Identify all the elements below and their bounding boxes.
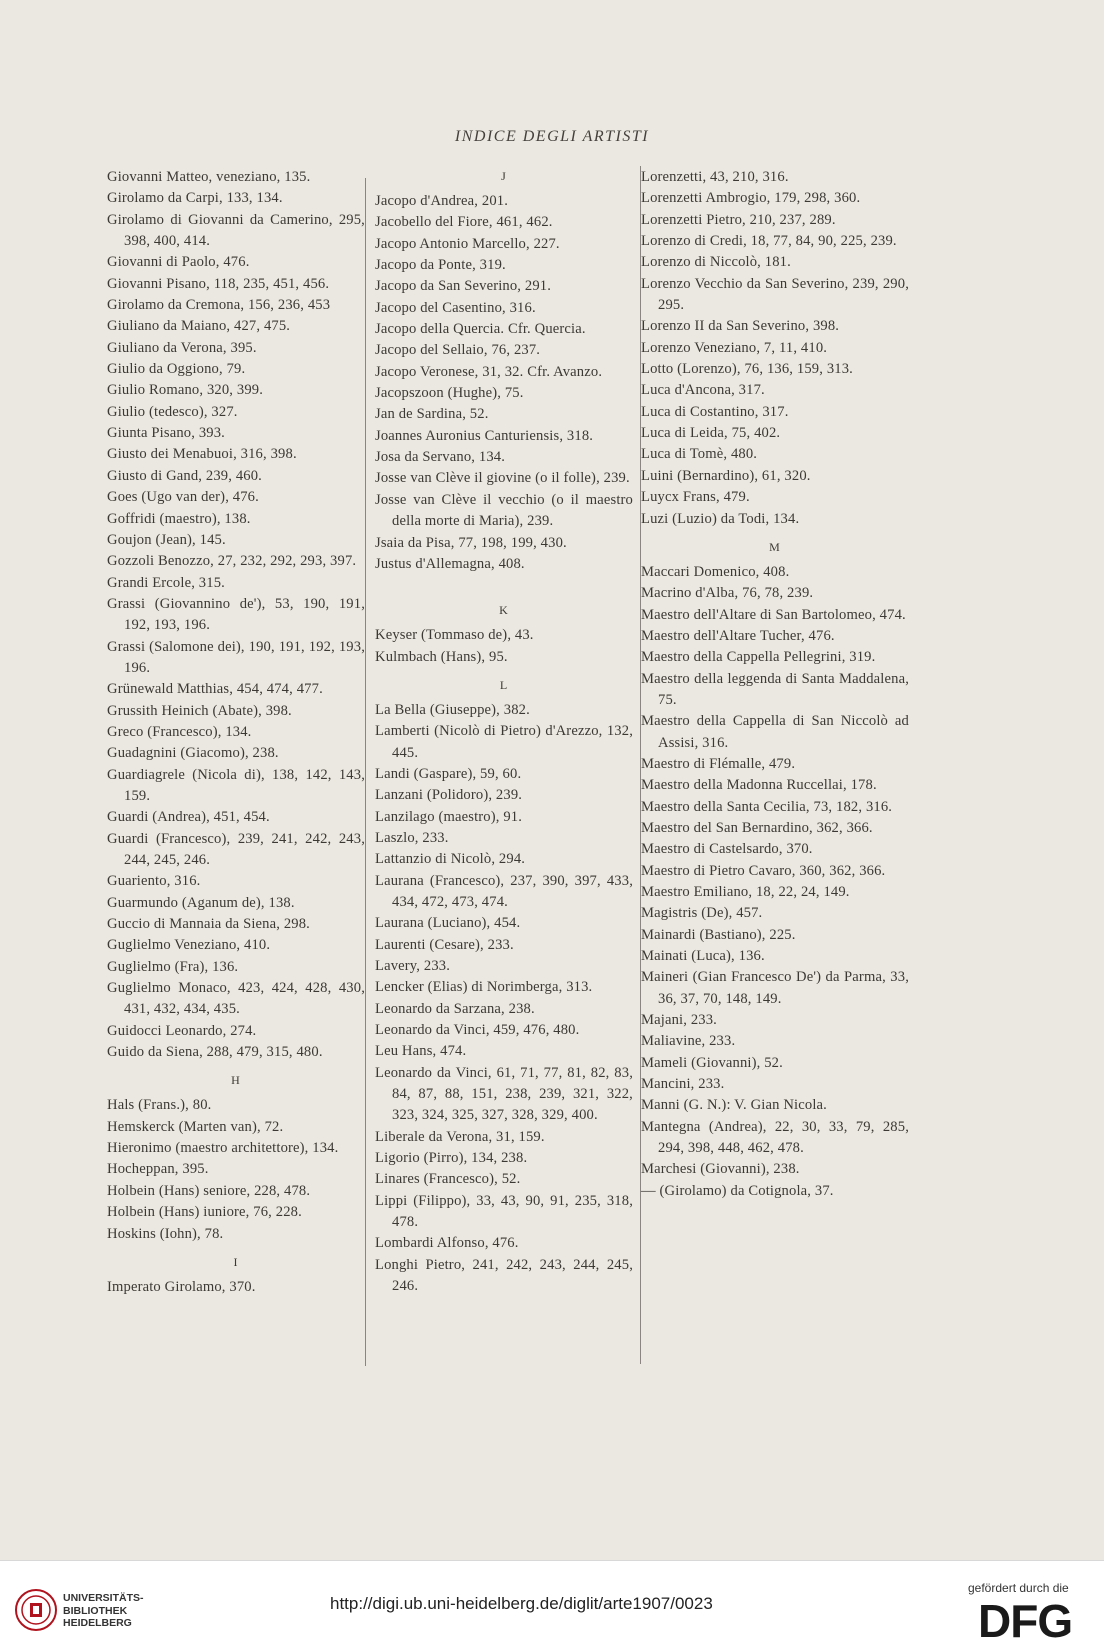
index-entry: Mantegna (Andrea), 22, 30, 33, 79, 285, 294, 398, 448, 462, 478. (641, 1118, 909, 1157)
index-entry: Lorenzo di Niccolò, 181. (641, 254, 791, 271)
index-entry: Keyser (Tommaso de), 43. (375, 627, 534, 644)
index-entry: Leonardo da Vinci, 61, 71, 77, 81, 82, 83, 84, 87, 88, 151, 238, 239, 321, 322, 323, 324, 325, 327, 328, 329, 400. (375, 1064, 633, 1124)
index-entry: Laurenti (Cesare), 233. (375, 936, 514, 953)
index-entry: Jsaia da Pisa, 77, 198, 199, 430. (375, 534, 567, 551)
index-entry: Luca di Leida, 75, 402. (641, 425, 781, 442)
index-entry: Gozzoli Benozzo, 27, 232, 292, 293, 397. (107, 553, 357, 570)
index-entry: Grandi Ercole, 315. (107, 574, 225, 591)
index-entry: Jacopo d'Andrea, 201. (375, 193, 509, 209)
index-entry: Jacopo Veronese, 31, 32. Cfr. Avanzo. (375, 363, 603, 380)
index-entry: Joannes Auronius Canturiensis, 318. (375, 427, 594, 444)
index-entry: Grussith Heinich (Abate), 398. (107, 702, 292, 719)
index-entry: Jacopo del Sellaio, 76, 237. (375, 342, 541, 359)
index-entry: Lorenzetti Ambrogio, 179, 298, 360. (641, 190, 861, 207)
index-entry: Majani, 233. (641, 1012, 717, 1029)
index-entry: Giovanni Matteo, veneziano, 135. (107, 169, 311, 185)
index-entry: Goes (Ugo van der), 476. (107, 489, 259, 506)
index-entry: Lorenzo Veneziano, 7, 11, 410. (641, 339, 828, 356)
index-column-2 (375, 167, 633, 1298)
index-entry: Jacopo della Quercia. Cfr. Quercia. (375, 321, 586, 338)
index-entry: Giovanni di Paolo, 476. (107, 254, 250, 271)
index-entry: Lippi (Filippo), 33, 43, 90, 91, 235, 318, 478. (375, 1192, 633, 1231)
index-entry: Josa da Servano, 134. (375, 449, 506, 466)
index-entry: Maestro della leggenda di Santa Maddalena, 75. (641, 670, 909, 708)
index-entry: Grassi (Salomone dei), 190, 191, 192, 193, 196. (107, 638, 365, 676)
index-entry: Guglielmo (Fra), 136. (107, 958, 239, 975)
index-entry: Maestro dell'Altare Tucher, 476. (641, 627, 835, 644)
index-entry: Lavery, 233. (375, 958, 451, 974)
index-entry: Guglielmo Monaco, 423, 424, 428, 430, 431, 432, 434, 435. (107, 980, 365, 1018)
index-entry: Lombardi Alfonso, 476. (375, 1235, 519, 1252)
index-entry: Josse van Clève il vecchio (o il maestro della morte di Maria), 239. (375, 491, 633, 530)
index-entry: La Bella (Giuseppe), 382. (375, 701, 530, 718)
index-entry: Imperato Girolamo, 370. (107, 1278, 256, 1295)
index-entry: Maliavine, 233. (641, 1033, 736, 1050)
index-entry: Giovanni Pisano, 118, 235, 451, 456. (107, 275, 330, 292)
index-entry: Maestro della Madonna Ruccellai, 178. (641, 777, 877, 794)
index-entry: Luca di Costantino, 317. (641, 403, 789, 420)
index-entry: Guardiagrele (Nicola di), 138, 142, 143, 159. (107, 766, 365, 804)
index-entry: Guidocci Leonardo, 274. (107, 1022, 257, 1039)
permalink-url[interactable]: http://digi.ub.uni-heidelberg.de/diglit/arte1907/0023 (330, 1594, 713, 1613)
index-entry: Guido da Siena, 288, 479, 315, 480. (107, 1044, 323, 1061)
index-entry: Lotto (Lorenzo), 76, 136, 159, 313. (641, 361, 853, 378)
index-entry: Girolamo da Carpi, 133, 134. (107, 190, 283, 207)
index-entry: Lamberti (Nicolò di Pietro) d'Arezzo, 132, 445. (375, 723, 633, 761)
index-entry: Giulio da Oggiono, 79. (107, 361, 246, 378)
index-entry: Maestro di Pietro Cavaro, 360, 362, 366. (641, 862, 886, 879)
index-entry: Guadagnini (Giacomo), 238. (107, 745, 279, 762)
index-entry: Hocheppan, 395. (107, 1161, 209, 1178)
index-column-1 (107, 167, 365, 1298)
index-entry: Marchesi (Giovanni), 238. (641, 1161, 800, 1178)
index-entry: Justus d'Allemagna, 408. (375, 555, 525, 572)
index-entry: Hals (Frans.), 80. (107, 1097, 212, 1114)
index-entry: Hoskins (Iohn), 78. (107, 1225, 224, 1242)
index-entry: Goujon (Jean), 145. (107, 531, 226, 548)
index-entry: Guariento, 316. (107, 873, 201, 890)
index-entry: Manni (G. N.): V. Gian Nicola. (641, 1097, 827, 1114)
index-entry: Luini (Bernardino), 61, 320. (641, 467, 811, 484)
letter-heading: L (499, 677, 509, 692)
letter-heading: H (231, 1073, 241, 1088)
index-column-3 (641, 167, 909, 1202)
index-entry: Giusto di Gand, 239, 460. (107, 467, 262, 484)
index-entry: Luzi (Luzio) da Todi, 134. (641, 510, 800, 527)
index-entry: Greco (Francesco), 134. (107, 723, 252, 740)
index-entry: Leonardo da Sarzana, 238. (375, 1000, 535, 1017)
index-entry: Maestro dell'Altare di San Bartolomeo, 474. (641, 606, 906, 623)
index-entry: Lorenzo II da San Severino, 398. (641, 318, 840, 335)
index-entry: Jan de Sardina, 52. (375, 406, 489, 423)
library-name: UNIVERSITÄTS- BIBLIOTHEK HEIDELBERG (63, 1592, 144, 1629)
index-entry: Hemskerck (Marten van), 72. (107, 1118, 284, 1135)
index-entry: Girolamo di Giovanni da Camerino, 295, 398, 400, 414. (107, 211, 365, 250)
index-entry: Maineri (Gian Francesco De') da Parma, 33, 36, 37, 70, 148, 149. (641, 969, 909, 1007)
index-entry: Ligorio (Pirro), 134, 238. (375, 1150, 528, 1167)
index-entry: Giulio (tedesco), 327. (107, 403, 238, 420)
index-entry: Maestro della Cappella Pellegrini, 319. (641, 649, 876, 666)
index-entry: Giulio Romano, 320, 399. (107, 382, 264, 399)
index-entry: Liberale da Verona, 31, 159. (375, 1128, 545, 1145)
index-entry: Lorenzo di Credi, 18, 77, 84, 90, 225, 239. (641, 233, 897, 250)
index-entry: Guardi (Francesco), 239, 241, 242, 243, 244, 245, 246. (107, 830, 365, 868)
index-entry: Maestro Emiliano, 18, 22, 24, 149. (641, 884, 850, 900)
index-entry: Lattanzio di Nicolò, 294. (375, 851, 526, 868)
index-entry: Lorenzo Vecchio da San Severino, 239, 290, 295. (641, 275, 909, 314)
index-entry: Josse van Clève il giovine (o il folle), 239. (375, 470, 630, 487)
index-entry: Luca di Tomè, 480. (641, 446, 758, 463)
index-entry: Mainati (Luca), 136. (641, 948, 765, 965)
index-entry: Lanzani (Polidoro), 239. (375, 787, 523, 804)
index-entry: Kulmbach (Hans), 95. (375, 648, 508, 665)
index-entry: Guarmundo (Aganum de), 138. (107, 894, 295, 911)
index-entry: Giuliano da Verona, 395. (107, 339, 257, 356)
index-entry: Maestro di Flémalle, 479. (641, 755, 796, 772)
index-entry: Lorenzetti, 43, 210, 316. (641, 169, 789, 185)
index-entry: — (Girolamo) da Cotignola, 37. (641, 1182, 834, 1199)
viewer-footer (0, 1560, 1104, 1649)
index-entry: Guardi (Andrea), 451, 454. (107, 809, 270, 826)
index-entry: Laurana (Luciano), 454. (375, 915, 521, 932)
letter-heading: I (233, 1254, 239, 1269)
index-entry: Guccio di Mannaia da Siena, 298. (107, 916, 310, 933)
index-entry: Mainardi (Bastiano), 225. (641, 926, 796, 943)
index-entry: Holbein (Hans) iuniore, 76, 228. (107, 1204, 302, 1221)
index-entry: Jacopo Antonio Marcello, 227. (375, 235, 560, 252)
index-entry: Giunta Pisano, 393. (107, 425, 225, 442)
index-entry: Jacopo del Casentino, 316. (375, 299, 536, 316)
index-entry: Maestro della Cappella di San Niccolò ad Assisi, 316. (641, 713, 909, 751)
index-entry: Leu Hans, 474. (375, 1043, 467, 1060)
index-entry: Magistris (De), 457. (641, 905, 763, 922)
sponsor-caption: gefördert durch die (968, 1581, 1069, 1595)
index-entry: Holbein (Hans) seniore, 228, 478. (107, 1182, 311, 1199)
index-entry: Lencker (Elias) di Norimberga, 313. (375, 979, 593, 996)
index-entry: Girolamo da Cremona, 156, 236, 453 (107, 297, 331, 314)
index-entry: Goffridi (maestro), 138. (107, 510, 251, 527)
letter-heading: J (501, 169, 507, 183)
index-entry: Hieronimo (maestro architettore), 134. (107, 1140, 339, 1157)
index-entry: Jacopo da Ponte, 319. (375, 257, 506, 274)
index-entry: Luca d'Ancona, 317. (641, 382, 765, 399)
index-entry: Linares (Francesco), 52. (375, 1171, 521, 1188)
index-entry: Giuliano da Maiano, 427, 475. (107, 318, 291, 335)
index-entry: Mameli (Giovanni), 52. (641, 1054, 783, 1071)
index-entry: Guglielmo Veneziano, 410. (107, 937, 271, 954)
index-entry: Longhi Pietro, 241, 242, 243, 244, 245, 246. (375, 1256, 633, 1295)
page-header: INDICE DEGLI ARTISTI (454, 128, 650, 145)
index-entry: Grassi (Giovannino de'), 53, 190, 191, 192, 193, 196. (107, 595, 365, 634)
index-entry: Leonardo da Vinci, 459, 476, 480. (375, 1022, 580, 1039)
index-entry: Jacobello del Fiore, 461, 462. (375, 214, 553, 231)
column-divider-left (365, 178, 366, 1366)
index-entry: Landi (Gaspare), 59, 60. (375, 765, 522, 782)
index-entry: Maestro del San Bernardino, 362, 366. (641, 819, 873, 836)
index-entry: Mancini, 233. (641, 1076, 725, 1093)
index-entry: Maestro di Castelsardo, 370. (641, 841, 813, 858)
letter-heading: M (769, 539, 781, 554)
letter-heading: K (499, 603, 509, 618)
index-entry: Grünewald Matthias, 454, 474, 477. (107, 681, 323, 698)
index-entry: Lorenzetti Pietro, 210, 237, 289. (641, 211, 836, 228)
index-entry: Maccari Domenico, 408. (641, 563, 790, 580)
index-entry: Jacopo da San Severino, 291. (375, 278, 552, 295)
index-entry: Laurana (Francesco), 237, 390, 397, 433, 434, 472, 473, 474. (375, 872, 633, 910)
index-entry: Laszlo, 233. (375, 829, 449, 846)
index-entry: Jacopszoon (Hughe), 75. (375, 385, 524, 402)
index-entry: Luycx Frans, 479. (641, 489, 750, 506)
dfg-logo: DFG (978, 1595, 1073, 1647)
index-entry: Macrino d'Alba, 76, 78, 239. (641, 585, 814, 602)
university-seal-icon (14, 1588, 58, 1632)
index-entry: Giusto dei Menabuoi, 316, 398. (107, 446, 297, 463)
index-entry: Lanzilago (maestro), 91. (375, 808, 523, 825)
index-entry: Maestro della Santa Cecilia, 73, 182, 316. (641, 798, 893, 815)
